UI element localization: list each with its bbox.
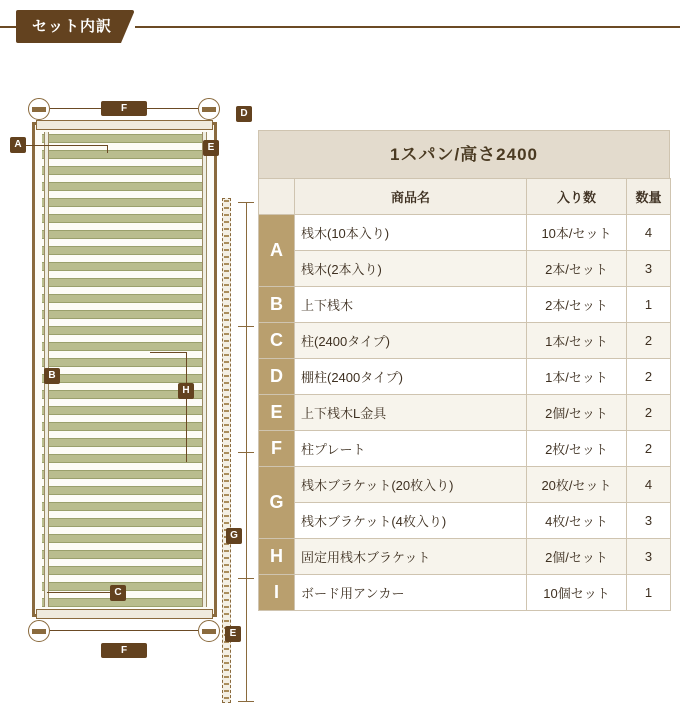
leader-a-v	[107, 145, 108, 153]
table-header-row	[259, 179, 671, 215]
table-row	[259, 323, 671, 359]
row-key: A	[259, 215, 295, 287]
row-key: H	[259, 539, 295, 575]
row-pack: 10個セット	[527, 575, 627, 611]
page-header	[0, 10, 680, 44]
row-pack: 2個/セット	[527, 539, 627, 575]
plate-top-left	[28, 98, 50, 120]
row-pack: 2本/セット	[527, 287, 627, 323]
plate-bottom-left	[28, 620, 50, 642]
table-row	[259, 215, 671, 251]
leader-h	[186, 352, 187, 462]
header-name: 商品名	[295, 179, 527, 215]
table-title: 1スパン/高さ2400	[258, 130, 670, 178]
row-name: 上下桟木L金具	[295, 395, 527, 431]
row-qty: 2	[627, 395, 671, 431]
label-c: C	[110, 585, 126, 601]
row-name: 桟木(10本入り)	[295, 215, 527, 251]
row-name: 桟木(2本入り)	[295, 251, 527, 287]
row-qty: 2	[627, 359, 671, 395]
table-row	[259, 431, 671, 467]
row-name: ボード用アンカー	[295, 575, 527, 611]
bottom-rail	[36, 609, 213, 619]
row-name: 柱(2400タイプ)	[295, 323, 527, 359]
row-name: 固定用桟木ブラケット	[295, 539, 527, 575]
row-qty: 2	[627, 431, 671, 467]
row-pack: 10本/セット	[527, 215, 627, 251]
dimension-tick-2	[238, 326, 254, 327]
page-title: セット内訳	[16, 10, 134, 43]
row-pack: 20枚/セット	[527, 467, 627, 503]
dimension-tick-3	[238, 452, 254, 453]
row-qty: 1	[627, 575, 671, 611]
table-row	[259, 287, 671, 323]
plate-bottom-right	[198, 620, 220, 642]
table-row	[259, 251, 671, 287]
row-qty: 3	[627, 251, 671, 287]
leader-h-h	[150, 352, 187, 353]
table-row	[259, 503, 671, 539]
row-qty: 4	[627, 467, 671, 503]
table-row	[259, 467, 671, 503]
label-a: A	[10, 137, 26, 153]
row-pack: 2個/セット	[527, 395, 627, 431]
dimension-tick-1	[238, 202, 254, 203]
dimension-tick-5	[238, 701, 254, 702]
table-row	[259, 539, 671, 575]
row-pack: 1本/セット	[527, 359, 627, 395]
label-e-bottom: E	[225, 626, 241, 642]
row-pack: 4枚/セット	[527, 503, 627, 539]
row-name: 桟木ブラケット(20枚入り)	[295, 467, 527, 503]
row-key: D	[259, 359, 295, 395]
plate-top-right	[198, 98, 220, 120]
label-f-bottom: F	[101, 643, 147, 658]
row-pack: 1本/セット	[527, 323, 627, 359]
top-rail	[36, 120, 213, 130]
header-key	[259, 179, 295, 215]
label-e-top: E	[203, 140, 219, 156]
row-pack: 2枚/セット	[527, 431, 627, 467]
row-name: 上下桟木	[295, 287, 527, 323]
slat-stack	[42, 132, 207, 607]
dimension-tick-4	[238, 578, 254, 579]
row-qty: 3	[627, 539, 671, 575]
row-key: F	[259, 431, 295, 467]
table-row	[259, 575, 671, 611]
row-name: 棚柱(2400タイプ)	[295, 359, 527, 395]
assembly-diagram	[10, 80, 260, 665]
label-h: H	[178, 383, 194, 399]
table-row	[259, 359, 671, 395]
shelf-post-holes	[224, 200, 229, 700]
row-name: 柱プレート	[295, 431, 527, 467]
row-key: G	[259, 467, 295, 539]
row-key: B	[259, 287, 295, 323]
table-row	[259, 395, 671, 431]
leader-a	[22, 145, 108, 146]
label-d: D	[236, 106, 252, 122]
row-key: I	[259, 575, 295, 611]
dim-line-bottom	[50, 630, 198, 631]
parts-table	[258, 178, 671, 611]
label-f-top: F	[101, 101, 147, 116]
header-qty: 数量	[627, 179, 671, 215]
row-key: E	[259, 395, 295, 431]
label-g: G	[226, 528, 242, 544]
row-qty: 1	[627, 287, 671, 323]
row-qty: 3	[627, 503, 671, 539]
row-qty: 2	[627, 323, 671, 359]
row-pack: 2本/セット	[527, 251, 627, 287]
label-b: B	[44, 368, 60, 384]
header-pack: 入り数	[527, 179, 627, 215]
row-name: 桟木ブラケット(4枚入り)	[295, 503, 527, 539]
row-key: C	[259, 323, 295, 359]
post-right	[202, 132, 207, 607]
row-qty: 4	[627, 215, 671, 251]
parts-table-card	[258, 130, 670, 611]
